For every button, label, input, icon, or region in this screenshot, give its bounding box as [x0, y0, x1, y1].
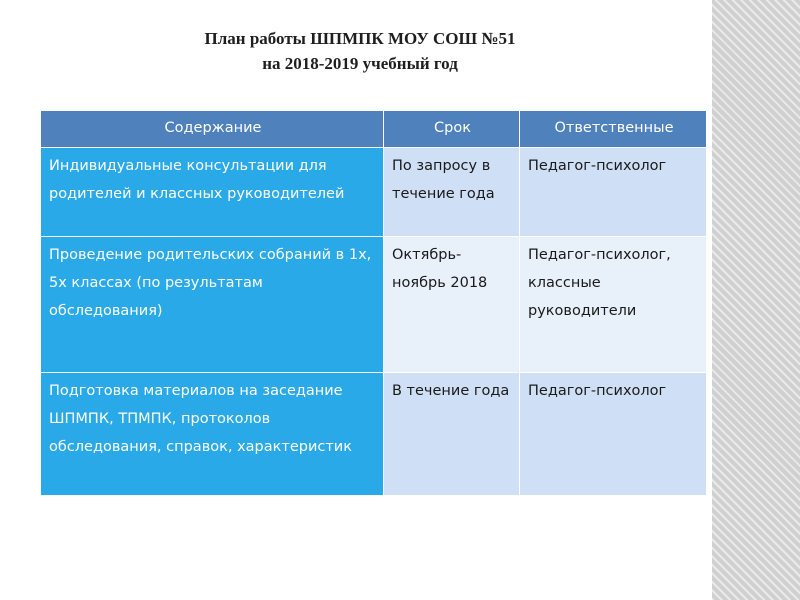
header-responsible: Ответственные [520, 111, 707, 148]
slide-title [150, 26, 570, 76]
header-content: Содержание [41, 111, 384, 148]
row-3-responsible: Педагог-психолог [520, 373, 707, 496]
table-row [41, 148, 707, 237]
row-3-content: Подготовка материалов на заседание ШПМПК, ТПМПК, протоколов обследования, справок, характеристик [41, 373, 384, 496]
header-deadline: Срок [384, 111, 520, 148]
row-3-deadline: В течение года [384, 373, 520, 496]
table-row [41, 237, 707, 373]
row-1-responsible: Педагог-психолог [520, 148, 707, 237]
decorative-side-stripe [712, 0, 800, 600]
row-1-content: Индивидуальные консультации для родителей и классных руководителей [41, 148, 384, 237]
table-header-row [41, 111, 707, 148]
work-plan-table [40, 110, 707, 496]
row-2-responsible: Педагог-психолог, классные руководители [520, 237, 707, 373]
row-2-content: Проведение родительских собраний в 1х, 5х классах (по результатам обследования) [41, 237, 384, 373]
title-line-2: на 2018-2019 учебный год [262, 54, 458, 73]
row-1-deadline: По запросу в течение года [384, 148, 520, 237]
title-line-1: План работы ШПМПК МОУ СОШ №51 [204, 29, 516, 48]
table-row [41, 373, 707, 496]
row-2-deadline: Октябрь-ноябрь 2018 [384, 237, 520, 373]
